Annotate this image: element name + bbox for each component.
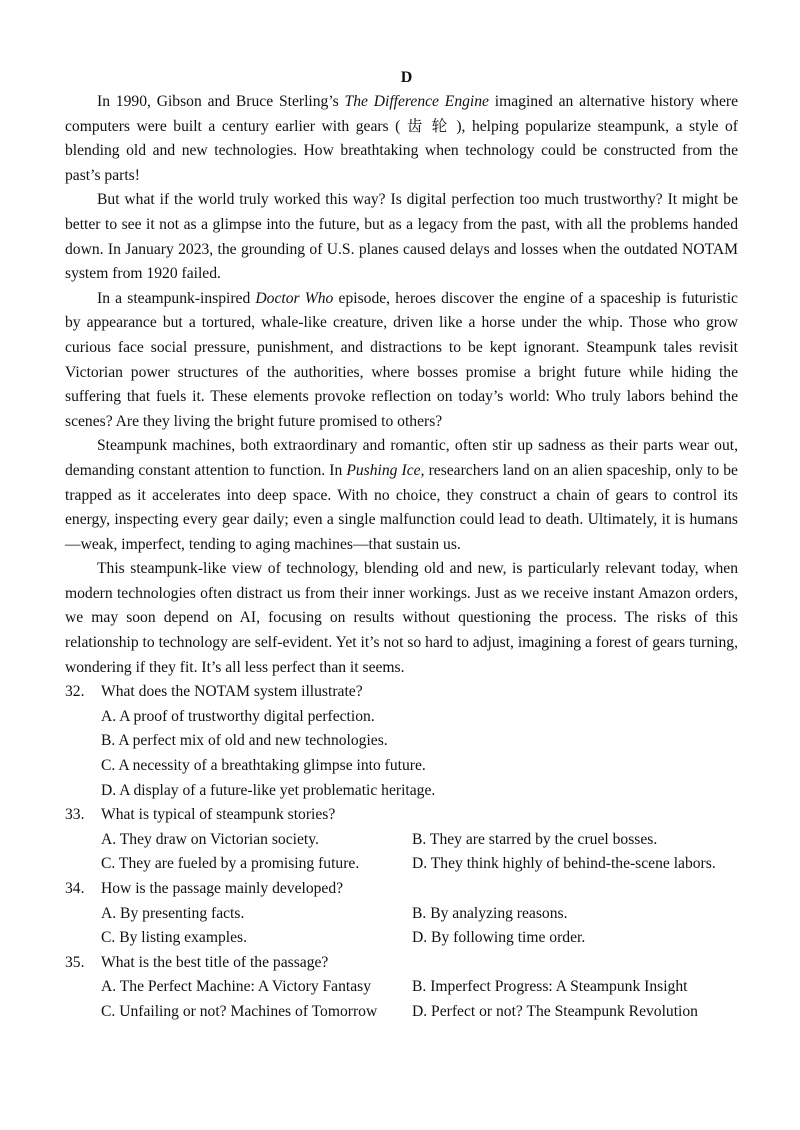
option-b[interactable]: B. By analyzing reasons. — [412, 904, 568, 922]
question-number: 34. — [65, 880, 85, 897]
option-c[interactable]: C. They are fueled by a promising future. — [101, 855, 360, 873]
question-stem — [65, 951, 738, 976]
exam-page — [65, 66, 738, 1025]
paragraph-text: But what if the world truly worked this way? Is digital perfection too much trustworthy? It might be better to see it not as a glimpse into the future, but as a legacy from the past, with all the problems handed down. In January 2023, the grounding of U.S. planes caused delays and losses when the outdated NOTAM system from 1920 failed. — [65, 191, 738, 283]
option-list — [65, 705, 738, 803]
passage-paragraph-2 — [65, 188, 738, 286]
passage-paragraph-1 — [65, 90, 738, 188]
passage-paragraph-3 — [65, 287, 738, 435]
question-text: What is the best title of the passage? — [101, 953, 329, 971]
option-d[interactable]: D. They think highly of behind-the-scene labors. — [412, 855, 716, 873]
book-title: The Difference Engine — [344, 93, 489, 110]
option-c[interactable]: C. A necessity of a breathtaking glimpse into future. — [101, 757, 426, 775]
question-35 — [65, 951, 738, 1025]
question-number: 35. — [65, 953, 85, 971]
option-d[interactable]: D. A display of a future-like yet problematic heritage. — [101, 781, 436, 799]
question-stem — [65, 680, 738, 705]
question-stem — [65, 803, 738, 828]
question-32 — [65, 680, 738, 803]
option-list — [65, 828, 738, 877]
option-a[interactable]: A. By presenting facts. — [101, 904, 245, 922]
passage-paragraph-4 — [65, 434, 738, 557]
option-a[interactable]: A. They draw on Victorian society. — [101, 830, 319, 848]
question-text: What is typical of steampunk stories? — [101, 806, 336, 824]
paragraph-text: episode, heroes discover the engine of a spaceship is futuristic by appearance but a tortured, whale-like creature, driven like a horse under the whip. Those who grow curious face social pressure, punishment, and distractions to be kept ignorant. Steampunk tales revisit Victorian power structures of the authorities, where bosses promise a bright future while hiding the suffering that fuels it. These elements provoke reflection on today’s world: Who truly labors behind the scenes? Are they living the bright future promised to others? — [65, 289, 738, 430]
question-list — [65, 680, 738, 1024]
paragraph-text: , researchers land on an alien spaceship, only to be trapped as it accelerates into deep space. With no choice, they construct a chain of gears to control its energy, inspecting every gear daily; even a single malfunction could lead to death. Ultimately, it is humans—weak, imperfect, tending to aging machines—that sustain us. — [65, 461, 738, 553]
question-34 — [65, 877, 738, 951]
option-b[interactable]: B. Imperfect Progress: A Steampunk Insight — [412, 978, 688, 996]
reading-passage — [65, 90, 738, 680]
paragraph-text: In 1990, Gibson and Bruce Sterling’s — [97, 93, 345, 110]
paragraph-text: Steampunk machines, both extraordinary and romantic, often stir up sadness as their parts wear out, demanding constant attention to function. In — [65, 437, 738, 479]
option-list — [65, 902, 738, 951]
option-b[interactable]: B. A perfect mix of old and new technologies. — [101, 732, 388, 750]
option-a[interactable]: A. A proof of trustworthy digital perfection. — [101, 707, 375, 725]
question-stem — [65, 877, 738, 902]
option-list — [65, 975, 738, 1024]
question-text: How is the passage mainly developed? — [101, 880, 344, 897]
option-a[interactable]: A. The Perfect Machine: A Victory Fantasy — [101, 978, 372, 996]
passage-paragraph-5 — [65, 557, 738, 680]
paragraph-text: In a steampunk-inspired — [97, 289, 256, 307]
question-number: 33. — [65, 806, 85, 824]
question-number: 32. — [65, 683, 85, 701]
option-d[interactable]: D. By following time order. — [412, 929, 586, 947]
show-title: Doctor Who — [255, 289, 334, 307]
option-c[interactable]: C. By listing examples. — [101, 929, 247, 947]
question-text: What does the NOTAM system illustrate? — [101, 683, 363, 701]
option-d[interactable]: D. Perfect or not? The Steampunk Revolution — [412, 1002, 698, 1020]
question-33 — [65, 803, 738, 877]
paragraph-text: imagined an alternative history where computers were built a century earlier with gears ( 齿 轮 ), helping popularize steampunk, a style of blending old and new technologies. How breathtaking when technology could be constructed from the past’s parts! — [65, 93, 738, 184]
section-title: D — [400, 69, 413, 86]
paragraph-text: This steampunk-like view of technology, blending old and new, is particularly relevant today, when modern technologies often distract us from their inner workings. Just as we receive instant Amazon orders, we may soon depend on AI, focusing on results without questioning the process. The risks of this relationship to technology are self-evident. Yet it’s not so hard to adjust, imagining a forest of gears turning, wondering if they fit. It’s all less perfect than it seems. — [65, 560, 738, 676]
option-b[interactable]: B. They are starred by the cruel bosses. — [412, 830, 658, 848]
option-c[interactable]: C. Unfailing or not? Machines of Tomorrow — [101, 1002, 378, 1020]
book-title: Pushing Ice — [346, 461, 421, 479]
